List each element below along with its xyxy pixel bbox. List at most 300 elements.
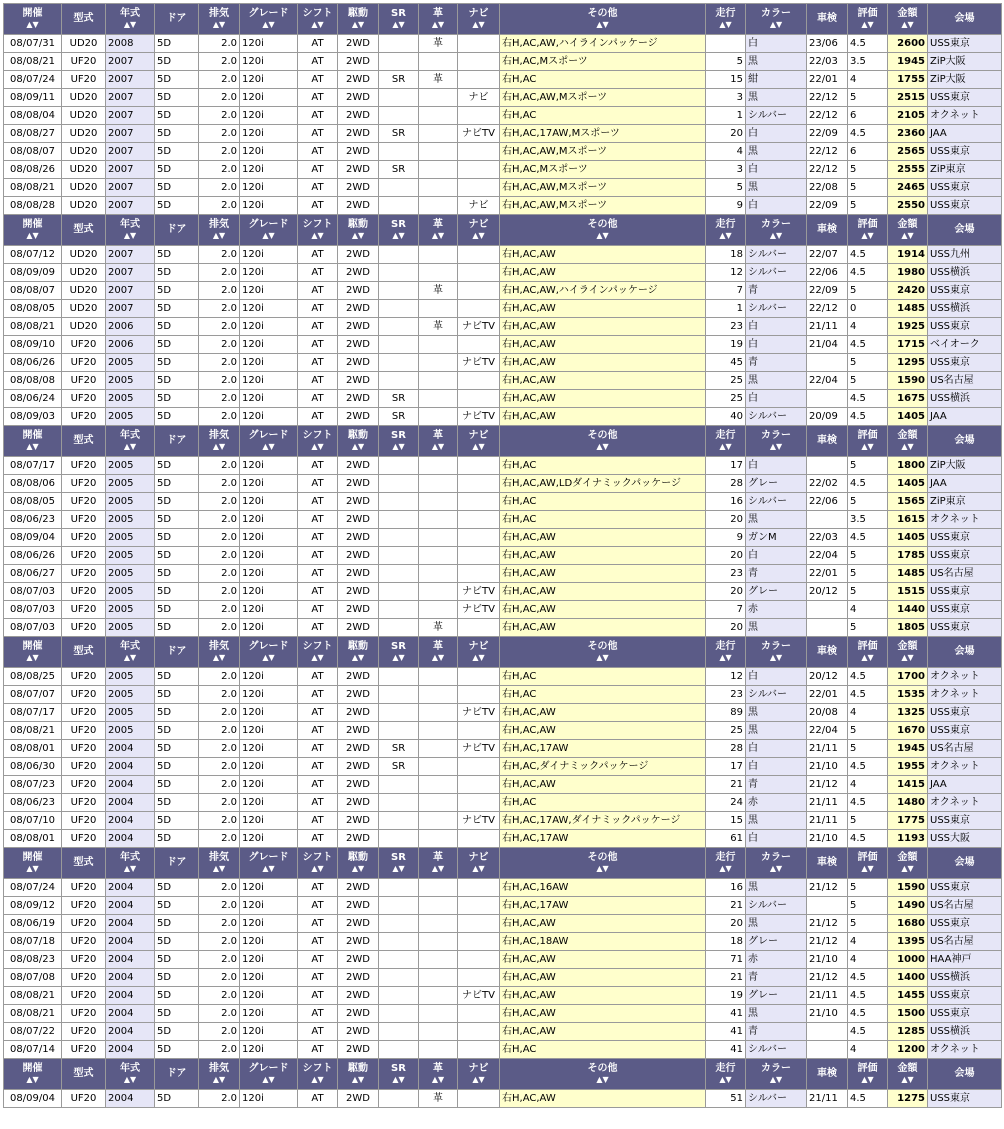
sort-arrows-icon[interactable]: ▲▼ [719, 231, 732, 240]
sort-arrows-icon[interactable]: ▲▼ [212, 653, 226, 662]
column-header-sr[interactable] [379, 426, 419, 457]
column-header-grade[interactable] [240, 637, 298, 668]
column-header-grade[interactable] [240, 426, 298, 457]
column-header-label: 駆動 [348, 1063, 368, 1074]
sort-arrows-icon[interactable]: ▲▼ [431, 1075, 445, 1084]
cell-model: UF20 [62, 390, 106, 408]
column-header-date[interactable] [4, 637, 62, 668]
cell-rating: 5 [848, 547, 888, 565]
cell-grade: 120i [240, 282, 298, 300]
cell-door: 5D [155, 1041, 199, 1059]
sort-arrows-icon[interactable]: ▲▼ [861, 1075, 874, 1084]
cell-leather [419, 812, 458, 830]
cell-sr [379, 89, 419, 107]
column-header-label: その他 [587, 1063, 618, 1074]
cell-price: 1775 [888, 812, 928, 830]
cell-inspection: 23/06 [807, 35, 848, 53]
column-header-model [62, 4, 106, 35]
cell-date: 08/06/27 [4, 565, 62, 583]
sort-arrows-icon[interactable]: ▲▼ [472, 653, 485, 662]
column-header-navi[interactable] [458, 215, 500, 246]
table-row [4, 897, 1002, 915]
column-header-color[interactable] [746, 4, 807, 35]
header-row [4, 637, 1002, 668]
sort-arrows-icon[interactable]: ▲▼ [351, 1075, 365, 1084]
sort-arrows-icon[interactable]: ▲▼ [311, 442, 324, 451]
column-header-disp[interactable] [199, 848, 240, 879]
column-header-disp[interactable] [199, 637, 240, 668]
column-header-mileage[interactable] [706, 848, 746, 879]
column-header-drive[interactable] [338, 426, 379, 457]
table-row [4, 812, 1002, 830]
column-header-label: カラー [761, 430, 791, 441]
cell-shift: AT [298, 107, 338, 125]
sort-arrows-icon[interactable]: ▲▼ [26, 1075, 39, 1084]
column-header-drive[interactable] [338, 637, 379, 668]
sort-arrows-icon[interactable]: ▲▼ [861, 231, 874, 240]
sort-arrows-icon[interactable]: ▲▼ [769, 1075, 783, 1084]
cell-rating: 5 [848, 812, 888, 830]
column-header-price[interactable] [888, 637, 928, 668]
sort-arrows-icon[interactable]: ▲▼ [351, 442, 365, 451]
sort-arrows-icon[interactable]: ▲▼ [769, 20, 783, 29]
cell-model: UF20 [62, 619, 106, 637]
column-header-sr[interactable] [379, 1059, 419, 1090]
column-header-other[interactable] [500, 426, 706, 457]
sort-arrows-icon[interactable]: ▲▼ [431, 864, 445, 873]
sort-arrows-icon[interactable]: ▲▼ [26, 653, 39, 662]
cell-other: 右H,AC [500, 107, 706, 125]
column-header-date[interactable] [4, 4, 62, 35]
sort-arrows-icon[interactable]: ▲▼ [596, 1075, 609, 1084]
table-row [4, 35, 1002, 53]
cell-year: 2005 [106, 529, 155, 547]
column-header-leather[interactable] [419, 848, 458, 879]
column-header-label: 型式 [73, 1068, 94, 1079]
sort-arrows-icon[interactable]: ▲▼ [901, 231, 914, 240]
cell-grade: 120i [240, 336, 298, 354]
column-header-other[interactable] [500, 848, 706, 879]
cell-leather [419, 511, 458, 529]
sort-arrows-icon[interactable]: ▲▼ [212, 1075, 226, 1084]
cell-navi [458, 264, 500, 282]
cell-other: 右H,AC,AW,LDダイナミックパッケージ [500, 475, 706, 493]
cell-drive: 2WD [338, 372, 379, 390]
cell-mileage: 21 [706, 776, 746, 794]
cell-rating: 4.5 [848, 668, 888, 686]
sort-arrows-icon[interactable]: ▲▼ [26, 231, 39, 240]
sort-arrows-icon[interactable]: ▲▼ [901, 653, 914, 662]
sort-arrows-icon[interactable]: ▲▼ [901, 442, 914, 451]
cell-door: 5D [155, 529, 199, 547]
cell-color: シルバー [746, 686, 807, 704]
sort-arrows-icon[interactable]: ▲▼ [311, 231, 324, 240]
cell-model: UF20 [62, 53, 106, 71]
cell-disp: 2.0 [199, 565, 240, 583]
sort-arrows-icon[interactable]: ▲▼ [351, 20, 365, 29]
cell-disp: 2.0 [199, 601, 240, 619]
cell-mileage: 23 [706, 686, 746, 704]
cell-door: 5D [155, 282, 199, 300]
cell-year: 2004 [106, 1023, 155, 1041]
cell-other: 右H,AC,AW [500, 776, 706, 794]
sort-arrows-icon[interactable]: ▲▼ [392, 231, 405, 240]
cell-shift: AT [298, 246, 338, 264]
column-header-drive[interactable] [338, 848, 379, 879]
column-header-other[interactable] [500, 4, 706, 35]
sort-arrows-icon[interactable]: ▲▼ [901, 20, 914, 29]
sort-arrows-icon[interactable]: ▲▼ [123, 231, 137, 240]
column-header-model [62, 1059, 106, 1090]
cell-sr [379, 915, 419, 933]
column-header-price[interactable] [888, 1059, 928, 1090]
cell-grade: 120i [240, 758, 298, 776]
cell-grade: 120i [240, 668, 298, 686]
column-header-sr[interactable] [379, 215, 419, 246]
column-header-shift[interactable] [298, 637, 338, 668]
column-header-year[interactable] [106, 1059, 155, 1090]
column-header-mileage[interactable] [706, 426, 746, 457]
sort-arrows-icon[interactable]: ▲▼ [431, 442, 445, 451]
cell-year: 2004 [106, 987, 155, 1005]
sort-arrows-icon[interactable]: ▲▼ [769, 231, 783, 240]
column-header-navi[interactable] [458, 848, 500, 879]
column-header-shift[interactable] [298, 426, 338, 457]
sort-arrows-icon[interactable]: ▲▼ [861, 864, 874, 873]
sort-arrows-icon[interactable]: ▲▼ [431, 653, 445, 662]
column-header-venue [928, 848, 1002, 879]
column-header-grade[interactable] [240, 848, 298, 879]
column-header-shift[interactable] [298, 1059, 338, 1090]
column-header-sr[interactable] [379, 637, 419, 668]
sort-arrows-icon[interactable]: ▲▼ [472, 20, 485, 29]
column-header-disp[interactable] [199, 1059, 240, 1090]
sort-arrows-icon[interactable]: ▲▼ [596, 864, 609, 873]
cell-navi [458, 336, 500, 354]
cell-venue: ベイオーク [928, 336, 1002, 354]
cell-door: 5D [155, 372, 199, 390]
sort-arrows-icon[interactable]: ▲▼ [123, 1075, 137, 1084]
sort-arrows-icon[interactable]: ▲▼ [123, 864, 137, 873]
cell-venue: USS東京 [928, 987, 1002, 1005]
column-header-label: 駆動 [348, 641, 368, 652]
cell-drive: 2WD [338, 758, 379, 776]
cell-leather [419, 794, 458, 812]
sort-arrows-icon[interactable]: ▲▼ [311, 20, 324, 29]
column-header-date[interactable] [4, 426, 62, 457]
cell-disp: 2.0 [199, 475, 240, 493]
cell-grade: 120i [240, 1041, 298, 1059]
cell-shift: AT [298, 475, 338, 493]
column-header-year[interactable] [106, 848, 155, 879]
cell-color: 黒 [746, 89, 807, 107]
cell-color: 赤 [746, 794, 807, 812]
sort-arrows-icon[interactable]: ▲▼ [351, 231, 365, 240]
column-header-navi[interactable] [458, 637, 500, 668]
column-header-navi[interactable] [458, 426, 500, 457]
sort-arrows-icon[interactable]: ▲▼ [431, 20, 445, 29]
column-header-leather[interactable] [419, 1059, 458, 1090]
column-header-price[interactable] [888, 848, 928, 879]
sort-arrows-icon[interactable]: ▲▼ [262, 20, 275, 29]
sort-arrows-icon[interactable]: ▲▼ [769, 864, 783, 873]
cell-year: 2005 [106, 565, 155, 583]
cell-year: 2004 [106, 1090, 155, 1108]
sort-arrows-icon[interactable]: ▲▼ [472, 231, 485, 240]
cell-disp: 2.0 [199, 318, 240, 336]
cell-disp: 2.0 [199, 197, 240, 215]
sort-arrows-icon[interactable]: ▲▼ [212, 231, 226, 240]
cell-disp: 2.0 [199, 1023, 240, 1041]
column-header-grade[interactable] [240, 4, 298, 35]
sort-arrows-icon[interactable]: ▲▼ [311, 864, 324, 873]
cell-venue: JAA [928, 125, 1002, 143]
column-header-label: 金額 [897, 8, 918, 19]
column-header-navi[interactable] [458, 1059, 500, 1090]
sort-arrows-icon[interactable]: ▲▼ [769, 653, 783, 662]
column-header-year[interactable] [106, 4, 155, 35]
cell-door: 5D [155, 264, 199, 282]
cell-navi [458, 71, 500, 89]
table-row [4, 758, 1002, 776]
column-header-label: 排気 [209, 852, 229, 863]
cell-model: UD20 [62, 197, 106, 215]
cell-color: 黒 [746, 143, 807, 161]
sort-arrows-icon[interactable]: ▲▼ [861, 442, 874, 451]
column-header-leather[interactable] [419, 215, 458, 246]
cell-shift: AT [298, 354, 338, 372]
sort-arrows-icon[interactable]: ▲▼ [262, 231, 275, 240]
column-header-leather[interactable] [419, 426, 458, 457]
column-header-leather[interactable] [419, 637, 458, 668]
cell-drive: 2WD [338, 987, 379, 1005]
sort-arrows-icon[interactable]: ▲▼ [392, 864, 405, 873]
sort-arrows-icon[interactable]: ▲▼ [123, 442, 137, 451]
sort-arrows-icon[interactable]: ▲▼ [901, 1075, 914, 1084]
sort-arrows-icon[interactable]: ▲▼ [472, 1075, 485, 1084]
cell-mileage: 28 [706, 475, 746, 493]
sort-arrows-icon[interactable]: ▲▼ [719, 653, 732, 662]
sort-arrows-icon[interactable]: ▲▼ [26, 20, 39, 29]
sort-arrows-icon[interactable]: ▲▼ [431, 231, 445, 240]
column-header-sr[interactable] [379, 848, 419, 879]
column-header-drive[interactable] [338, 215, 379, 246]
column-header-other[interactable] [500, 215, 706, 246]
column-header-shift[interactable] [298, 848, 338, 879]
cell-price: 1455 [888, 987, 928, 1005]
sort-arrows-icon[interactable]: ▲▼ [769, 442, 783, 451]
sort-arrows-icon[interactable]: ▲▼ [262, 442, 275, 451]
cell-sr [379, 493, 419, 511]
sort-arrows-icon[interactable]: ▲▼ [596, 231, 609, 240]
column-header-drive[interactable] [338, 4, 379, 35]
cell-leather [419, 686, 458, 704]
sort-arrows-icon[interactable]: ▲▼ [351, 864, 365, 873]
sort-arrows-icon[interactable]: ▲▼ [123, 653, 137, 662]
column-header-rating[interactable] [848, 1059, 888, 1090]
sort-arrows-icon[interactable]: ▲▼ [472, 864, 485, 873]
cell-mileage: 20 [706, 583, 746, 601]
sort-arrows-icon[interactable]: ▲▼ [719, 1075, 732, 1084]
cell-date: 08/08/21 [4, 1005, 62, 1023]
column-header-price[interactable] [888, 215, 928, 246]
column-header-color[interactable] [746, 215, 807, 246]
cell-navi [458, 529, 500, 547]
cell-drive: 2WD [338, 740, 379, 758]
sort-arrows-icon[interactable]: ▲▼ [392, 442, 405, 451]
column-header-rating[interactable] [848, 426, 888, 457]
sort-arrows-icon[interactable]: ▲▼ [596, 20, 609, 29]
cell-other: 右H,AC,AW [500, 547, 706, 565]
cell-shift: AT [298, 758, 338, 776]
sort-arrows-icon[interactable]: ▲▼ [901, 864, 914, 873]
column-header-color[interactable] [746, 637, 807, 668]
sort-arrows-icon[interactable]: ▲▼ [596, 442, 609, 451]
cell-drive: 2WD [338, 529, 379, 547]
cell-rating: 5 [848, 879, 888, 897]
cell-other: 右H,AC [500, 794, 706, 812]
cell-drive: 2WD [338, 282, 379, 300]
sort-arrows-icon[interactable]: ▲▼ [212, 20, 226, 29]
column-header-navi[interactable] [458, 4, 500, 35]
column-header-other[interactable] [500, 1059, 706, 1090]
column-header-year[interactable] [106, 426, 155, 457]
cell-inspection [807, 897, 848, 915]
column-header-year[interactable] [106, 215, 155, 246]
column-header-shift[interactable] [298, 215, 338, 246]
column-header-grade[interactable] [240, 215, 298, 246]
cell-rating: 4.5 [848, 758, 888, 776]
sort-arrows-icon[interactable]: ▲▼ [596, 653, 609, 662]
column-header-shift[interactable] [298, 4, 338, 35]
cell-price: 1295 [888, 354, 928, 372]
cell-year: 2007 [106, 246, 155, 264]
column-header-price[interactable] [888, 426, 928, 457]
column-header-rating[interactable] [848, 4, 888, 35]
column-header-label: 排気 [209, 1063, 229, 1074]
cell-door: 5D [155, 794, 199, 812]
sort-arrows-icon[interactable]: ▲▼ [262, 864, 275, 873]
column-header-price[interactable] [888, 4, 928, 35]
column-header-mileage[interactable] [706, 215, 746, 246]
cell-sr [379, 197, 419, 215]
cell-inspection [807, 354, 848, 372]
cell-leather [419, 601, 458, 619]
cell-venue: ZiP大阪 [928, 457, 1002, 475]
sort-arrows-icon[interactable]: ▲▼ [262, 653, 275, 662]
cell-sr [379, 583, 419, 601]
cell-other: 右H,AC,17AW [500, 830, 706, 848]
cell-leather [419, 197, 458, 215]
sort-arrows-icon[interactable]: ▲▼ [719, 442, 732, 451]
cell-navi: ナビ [458, 89, 500, 107]
column-header-other[interactable] [500, 637, 706, 668]
cell-rating: 4.5 [848, 969, 888, 987]
column-header-door [155, 426, 199, 457]
cell-price: 1000 [888, 951, 928, 969]
column-header-date[interactable] [4, 1059, 62, 1090]
cell-inspection: 22/04 [807, 372, 848, 390]
cell-date: 08/08/27 [4, 125, 62, 143]
sort-arrows-icon[interactable]: ▲▼ [719, 20, 732, 29]
sort-arrows-icon[interactable]: ▲▼ [392, 20, 405, 29]
column-header-drive[interactable] [338, 1059, 379, 1090]
sort-arrows-icon[interactable]: ▲▼ [861, 653, 874, 662]
column-header-grade[interactable] [240, 1059, 298, 1090]
column-header-rating[interactable] [848, 215, 888, 246]
cell-navi [458, 969, 500, 987]
column-header-label: SR [391, 852, 406, 863]
column-header-mileage[interactable] [706, 637, 746, 668]
column-header-rating[interactable] [848, 637, 888, 668]
cell-mileage: 9 [706, 529, 746, 547]
sort-arrows-icon[interactable]: ▲▼ [472, 442, 485, 451]
sort-arrows-icon[interactable]: ▲▼ [861, 20, 874, 29]
sort-arrows-icon[interactable]: ▲▼ [123, 20, 137, 29]
column-header-color[interactable] [746, 426, 807, 457]
column-header-sr[interactable] [379, 4, 419, 35]
sort-arrows-icon[interactable]: ▲▼ [351, 653, 365, 662]
cell-disp: 2.0 [199, 897, 240, 915]
cell-door: 5D [155, 107, 199, 125]
cell-grade: 120i [240, 475, 298, 493]
column-header-date[interactable] [4, 848, 62, 879]
cell-inspection: 21/10 [807, 758, 848, 776]
column-header-mileage[interactable] [706, 1059, 746, 1090]
sort-arrows-icon[interactable]: ▲▼ [311, 653, 324, 662]
table-row [4, 354, 1002, 372]
cell-year: 2005 [106, 390, 155, 408]
sort-arrows-icon[interactable]: ▲▼ [26, 442, 39, 451]
cell-model: UF20 [62, 686, 106, 704]
cell-other: 右H,AC [500, 457, 706, 475]
cell-inspection: 22/12 [807, 161, 848, 179]
column-header-date[interactable] [4, 215, 62, 246]
column-header-mileage[interactable] [706, 4, 746, 35]
column-header-disp[interactable] [199, 215, 240, 246]
column-header-year[interactable] [106, 637, 155, 668]
column-header-disp[interactable] [199, 426, 240, 457]
cell-date: 08/07/31 [4, 35, 62, 53]
sort-arrows-icon[interactable]: ▲▼ [311, 1075, 324, 1084]
cell-navi [458, 161, 500, 179]
cell-inspection: 22/08 [807, 179, 848, 197]
sort-arrows-icon[interactable]: ▲▼ [392, 653, 405, 662]
sort-arrows-icon[interactable]: ▲▼ [212, 864, 226, 873]
sort-arrows-icon[interactable]: ▲▼ [212, 442, 226, 451]
cell-disp: 2.0 [199, 933, 240, 951]
cell-venue: USS東京 [928, 1090, 1002, 1108]
column-header-rating[interactable] [848, 848, 888, 879]
sort-arrows-icon[interactable]: ▲▼ [392, 1075, 405, 1084]
sort-arrows-icon[interactable]: ▲▼ [719, 864, 732, 873]
column-header-color[interactable] [746, 848, 807, 879]
column-header-leather[interactable] [419, 4, 458, 35]
cell-venue: USS東京 [928, 704, 1002, 722]
sort-arrows-icon[interactable]: ▲▼ [26, 864, 39, 873]
column-header-color[interactable] [746, 1059, 807, 1090]
cell-navi [458, 35, 500, 53]
column-header-disp[interactable] [199, 4, 240, 35]
cell-inspection: 20/12 [807, 583, 848, 601]
sort-arrows-icon[interactable]: ▲▼ [262, 1075, 275, 1084]
cell-rating: 6 [848, 107, 888, 125]
cell-model: UF20 [62, 969, 106, 987]
column-header-label: 革 [433, 1063, 443, 1074]
cell-navi [458, 879, 500, 897]
cell-date: 08/07/08 [4, 969, 62, 987]
cell-mileage: 7 [706, 282, 746, 300]
